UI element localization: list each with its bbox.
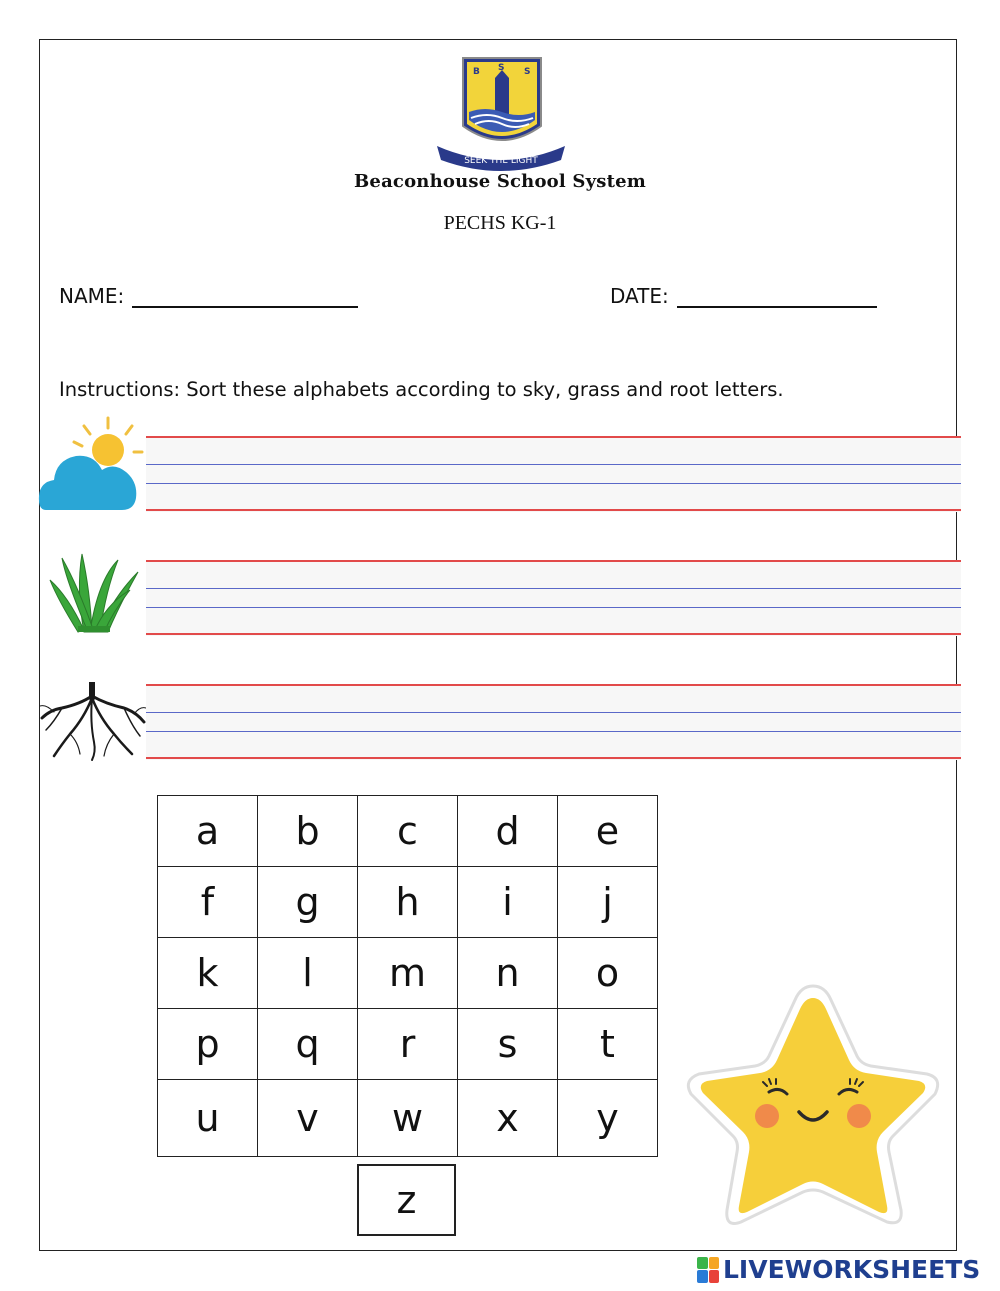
grid-row bbox=[158, 796, 658, 867]
date-field bbox=[610, 284, 877, 308]
name-blank[interactable] bbox=[132, 286, 358, 308]
letter-cell[interactable]: t bbox=[558, 1009, 658, 1080]
letter-cell[interactable]: g bbox=[258, 867, 358, 938]
letter-cell[interactable]: w bbox=[358, 1080, 458, 1157]
letter-cell[interactable]: n bbox=[458, 938, 558, 1009]
grid-row bbox=[158, 938, 658, 1009]
letter-cell[interactable]: b bbox=[258, 796, 358, 867]
letter-cell[interactable]: s bbox=[458, 1009, 558, 1080]
liveworksheets-logo-icon bbox=[697, 1257, 719, 1283]
crest-letter: B bbox=[473, 67, 480, 77]
letter-cell[interactable]: m bbox=[358, 938, 458, 1009]
instructions-text: Instructions: Sort these alphabets according to sky, grass and root letters. bbox=[59, 378, 784, 401]
letter-cell[interactable]: d bbox=[458, 796, 558, 867]
grass-writing-lines[interactable] bbox=[146, 560, 961, 636]
date-label: DATE: bbox=[610, 284, 669, 308]
grass-icon bbox=[48, 550, 140, 634]
grid-row bbox=[158, 1080, 658, 1157]
cloud-sun-icon bbox=[38, 412, 144, 512]
letter-cell-z[interactable]: z bbox=[357, 1164, 456, 1236]
grid-row bbox=[158, 1009, 658, 1080]
letter-cell[interactable]: e bbox=[558, 796, 658, 867]
letter-cell[interactable]: o bbox=[558, 938, 658, 1009]
school-crest-logo bbox=[433, 56, 569, 172]
smiling-star-icon bbox=[683, 978, 943, 1228]
letter-cell[interactable]: y bbox=[558, 1080, 658, 1157]
campus-class: PECHS KG-1 bbox=[443, 212, 557, 234]
school-name: Beaconhouse School System bbox=[354, 171, 646, 192]
letter-cell[interactable]: h bbox=[358, 867, 458, 938]
letter-cell[interactable]: l bbox=[258, 938, 358, 1009]
sky-writing-lines[interactable] bbox=[146, 436, 961, 512]
letter-cell[interactable]: q bbox=[258, 1009, 358, 1080]
root-writing-lines[interactable] bbox=[146, 684, 961, 760]
grid-row bbox=[158, 867, 658, 938]
letter-cell[interactable]: u bbox=[158, 1080, 258, 1157]
roots-icon bbox=[40, 682, 146, 762]
crest-letter: S bbox=[498, 63, 505, 73]
name-field bbox=[59, 284, 358, 308]
letter-cell[interactable]: j bbox=[558, 867, 658, 938]
letter-cell[interactable]: v bbox=[258, 1080, 358, 1157]
brand-text: LIVEWORKSHEETS bbox=[723, 1255, 981, 1284]
letter-cell[interactable]: c bbox=[358, 796, 458, 867]
crest-letter: S bbox=[524, 67, 531, 77]
date-blank[interactable] bbox=[677, 286, 877, 308]
letter-cell[interactable]: f bbox=[158, 867, 258, 938]
letter-cell[interactable]: i bbox=[458, 867, 558, 938]
liveworksheets-brand[interactable] bbox=[697, 1255, 980, 1284]
alphabet-grid bbox=[157, 795, 658, 1157]
name-label: NAME: bbox=[59, 284, 125, 308]
letter-cell[interactable]: p bbox=[158, 1009, 258, 1080]
crest-motto: SEEK THE LIGHT bbox=[464, 156, 538, 166]
letter-cell[interactable]: r bbox=[358, 1009, 458, 1080]
letter-cell[interactable]: x bbox=[458, 1080, 558, 1157]
letter-cell[interactable]: k bbox=[158, 938, 258, 1009]
letter-cell[interactable]: a bbox=[158, 796, 258, 867]
